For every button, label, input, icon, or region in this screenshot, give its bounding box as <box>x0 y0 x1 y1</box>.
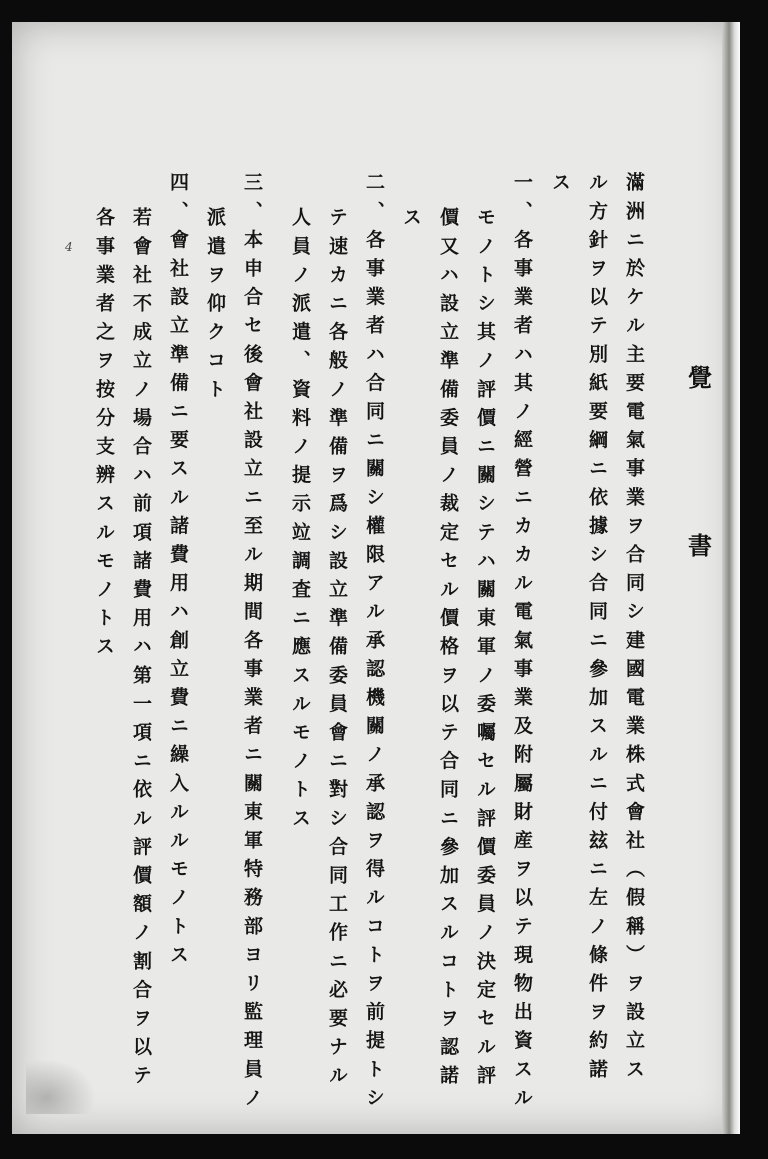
corner-stain <box>26 1059 96 1114</box>
text-column-4: 一、各事業者ハ其ノ經營ニカカル電氣事業及附屬財産ヲ以テ現物出資スル <box>511 172 533 1116</box>
title-char-2: 書 <box>688 531 712 560</box>
text-column-14: 若會社不成立ノ場合ハ前項諸費用ハ第一項ニ依ル評價額ノ割合ヲ以テ <box>130 207 152 1094</box>
page-edge <box>722 22 740 1134</box>
text-column-5: モノトシ其ノ評價ニ關シテハ關東軍ノ委囑セル評價委員ノ決定セル評 <box>474 207 496 1094</box>
text-column-2: ル方針ヲ以テ別紙要綱ニ依據シ合同ニ參加スルニ付玆ニ左ノ條件ヲ約諾 <box>586 172 608 1088</box>
text-column-3: ス <box>549 172 571 201</box>
text-column-9: テ速カニ各般ノ準備ヲ爲シ設立準備委員會ニ對シ合同工作ニ必要ナル <box>326 207 348 1094</box>
document-page <box>12 22 740 1134</box>
text-column-11: 三、本申合セ後會社設立ニ至ル期間各事業者ニ關東軍特務部ヨリ監理員ノ <box>241 172 263 1116</box>
text-column-7: ス <box>400 207 422 236</box>
title-char-1: 覺 <box>688 363 712 392</box>
text-column-8: 二、各事業者ハ合同ニ關シ權限アル承認機關ノ承認ヲ得ルコトヲ前提トシ <box>363 172 385 1116</box>
text-column-12: 派遣ヲ仰クコト <box>204 207 226 408</box>
text-column-15: 各事業者之ヲ按分支辨スルモノトス <box>93 207 115 665</box>
text-column-6: 價又ハ設立準備委員ノ裁定セル價格ヲ以テ合同ニ參加スルコトヲ認諾 <box>437 207 459 1094</box>
text-column-10: 人員ノ派遣、資料ノ提示竝調査ニ應スルモノトス <box>289 207 311 837</box>
page-number: 4 <box>65 240 73 254</box>
text-column-13: 四、會社設立準備ニ要スル諸費用ハ創立費ニ繰入ルルモノトス <box>167 172 189 973</box>
text-column-1: 滿洲ニ於ケル主要電氣事業ヲ合同シ建國電業株式會社（假稱）ヲ設立ス <box>623 172 645 1088</box>
